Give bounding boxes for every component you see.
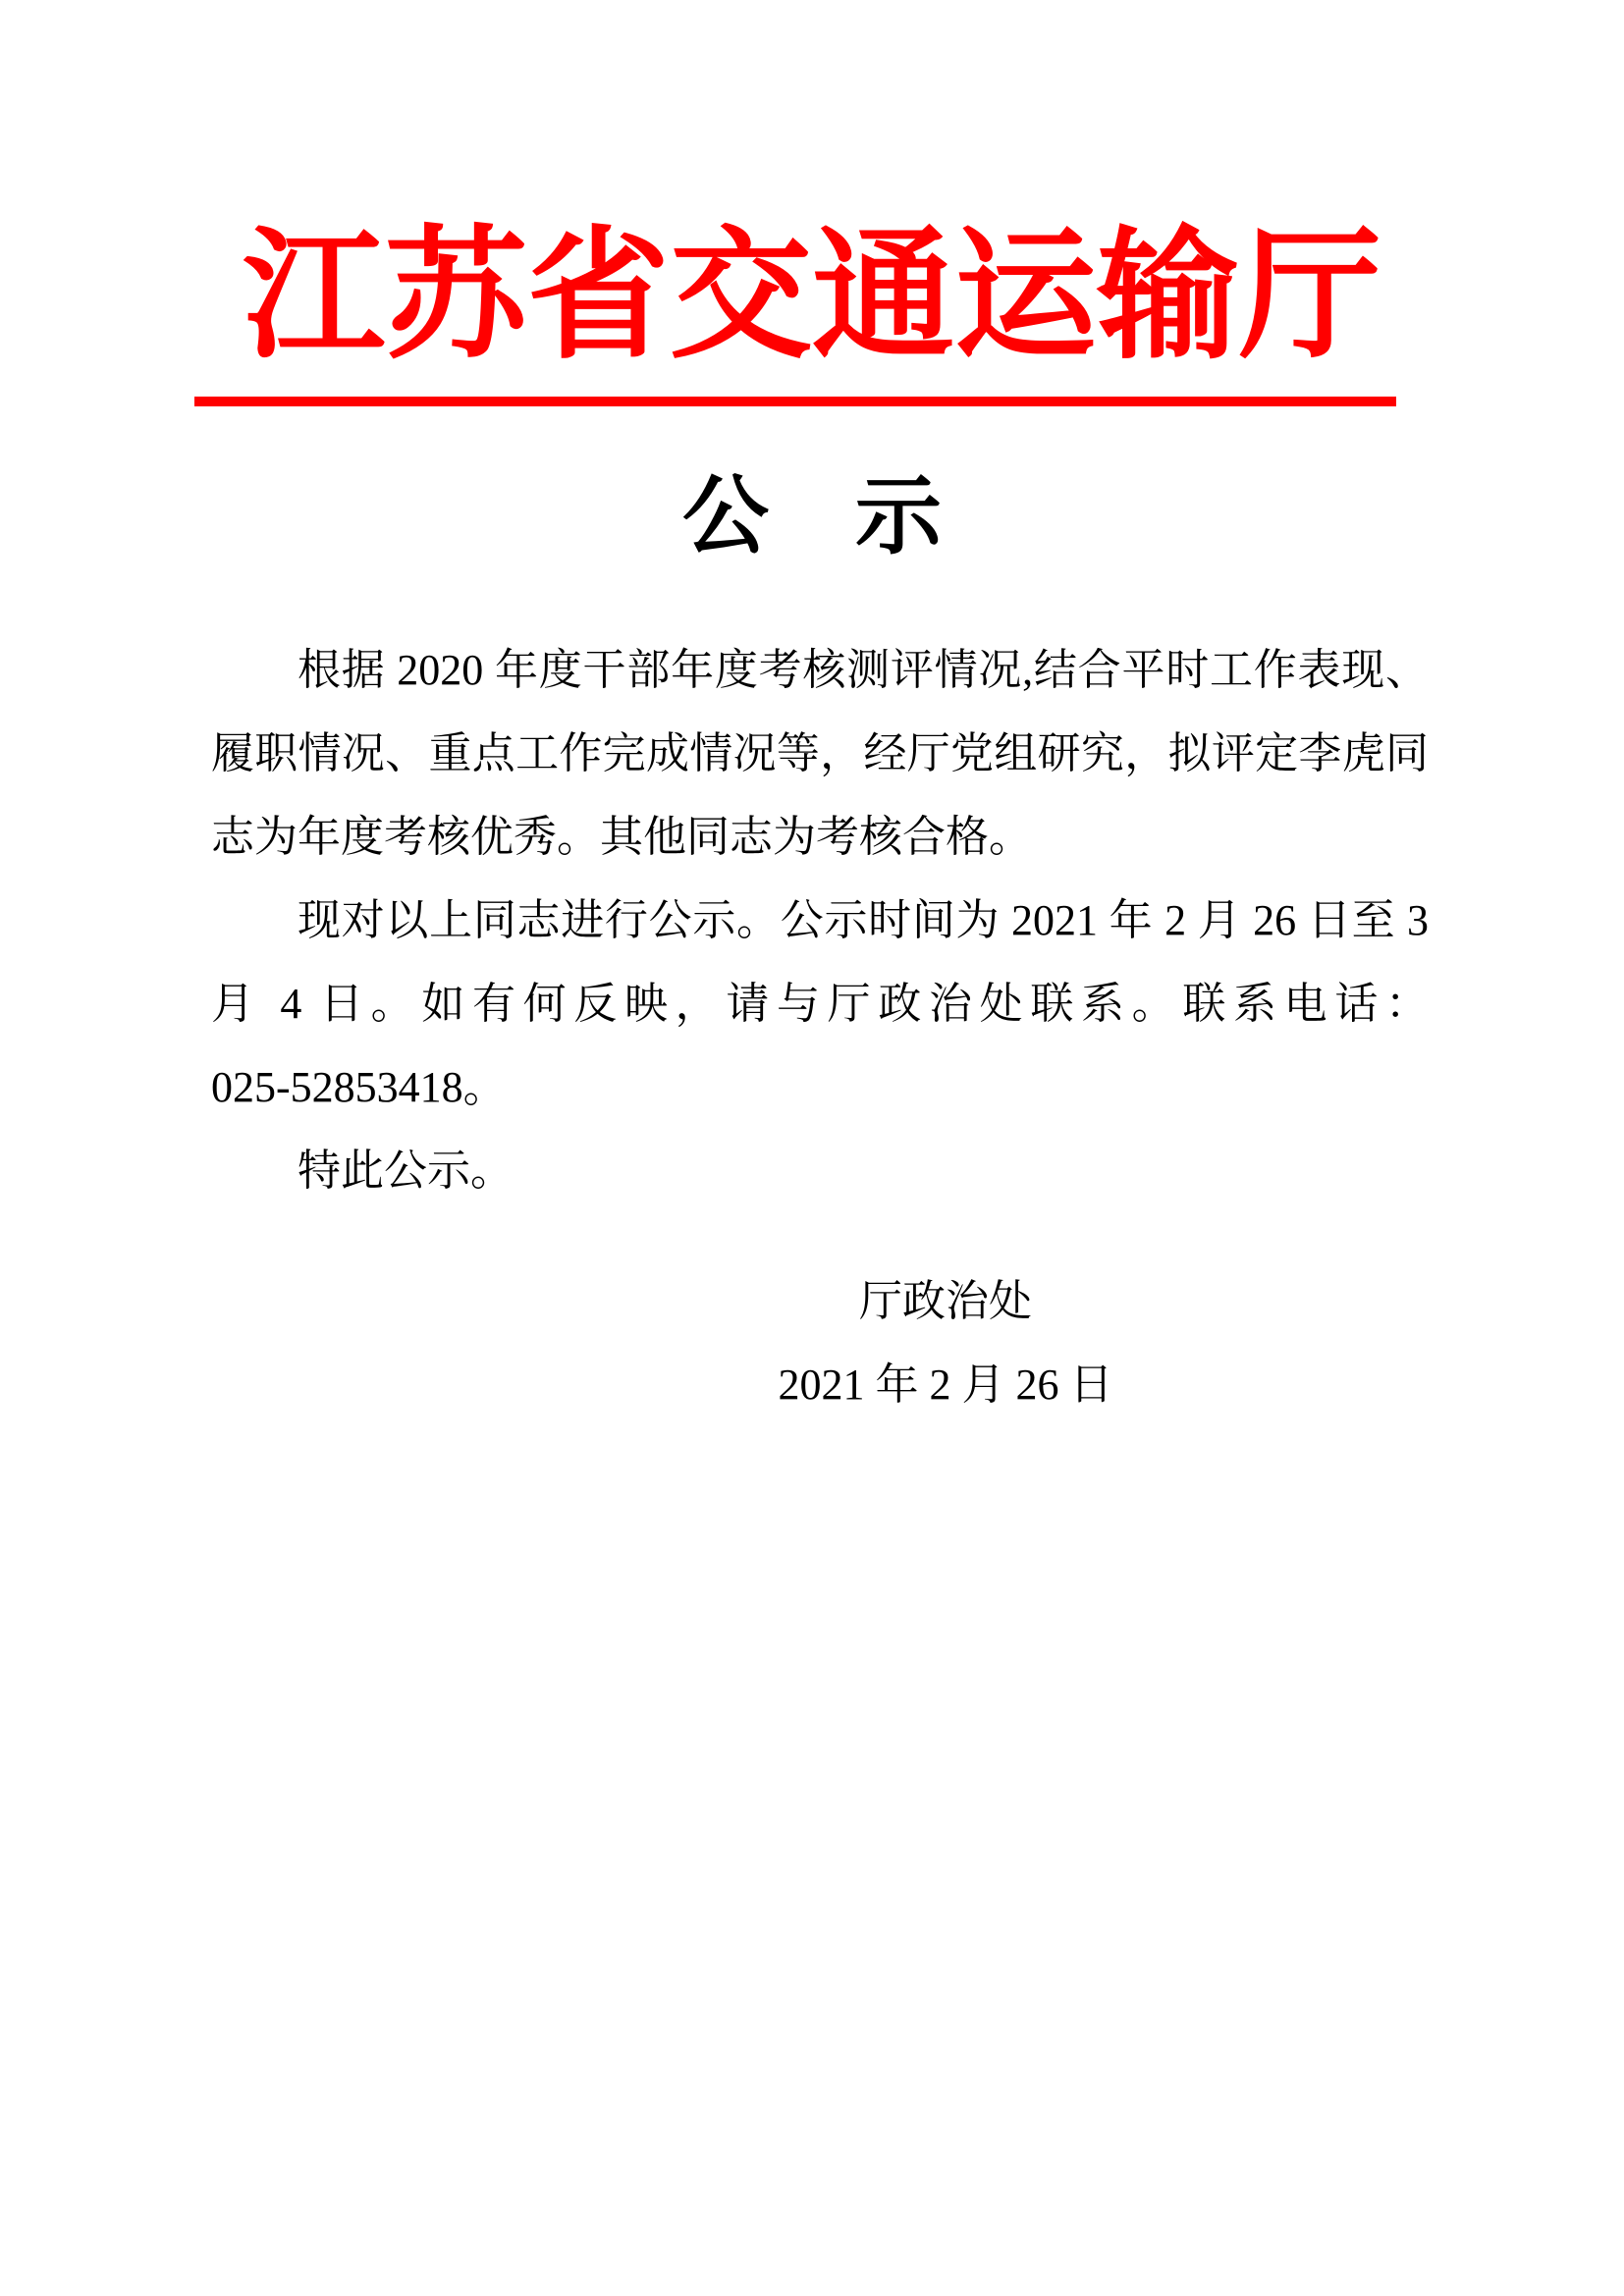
document-title: 公 示 (681, 470, 942, 565)
body-line-5: 月 4 日。如有何反映，请与厅政治处联系。联系电话： (211, 980, 1429, 1028)
body-line-3: 志为年度考核优秀。其他同志为考核合格。 (211, 813, 1032, 861)
letterhead-rule (194, 397, 1396, 406)
signature-block (337, 1259, 1554, 1426)
letterhead-title: 江苏省交通运输厅 (243, 219, 1381, 376)
signature-department: 厅政治处 (859, 1277, 1032, 1325)
document-body (211, 628, 1429, 1212)
body-line-6: 025-52853418。 (211, 1063, 507, 1111)
body-line-4: 现对以上同志进行公示。公示时间为 2021 年 2 月 26 日至 3 (298, 896, 1429, 944)
body-line-2: 履职情况、重点工作完成情况等，经厅党组研究，拟评定李虎同 (211, 729, 1429, 777)
body-line-1: 根据 2020 年度干部年度考核测评情况,结合平时工作表现、 (298, 646, 1429, 694)
body-line-7: 特此公示。 (298, 1147, 514, 1195)
signature-date: 2021 年 2 月 26 日 (778, 1361, 1113, 1409)
